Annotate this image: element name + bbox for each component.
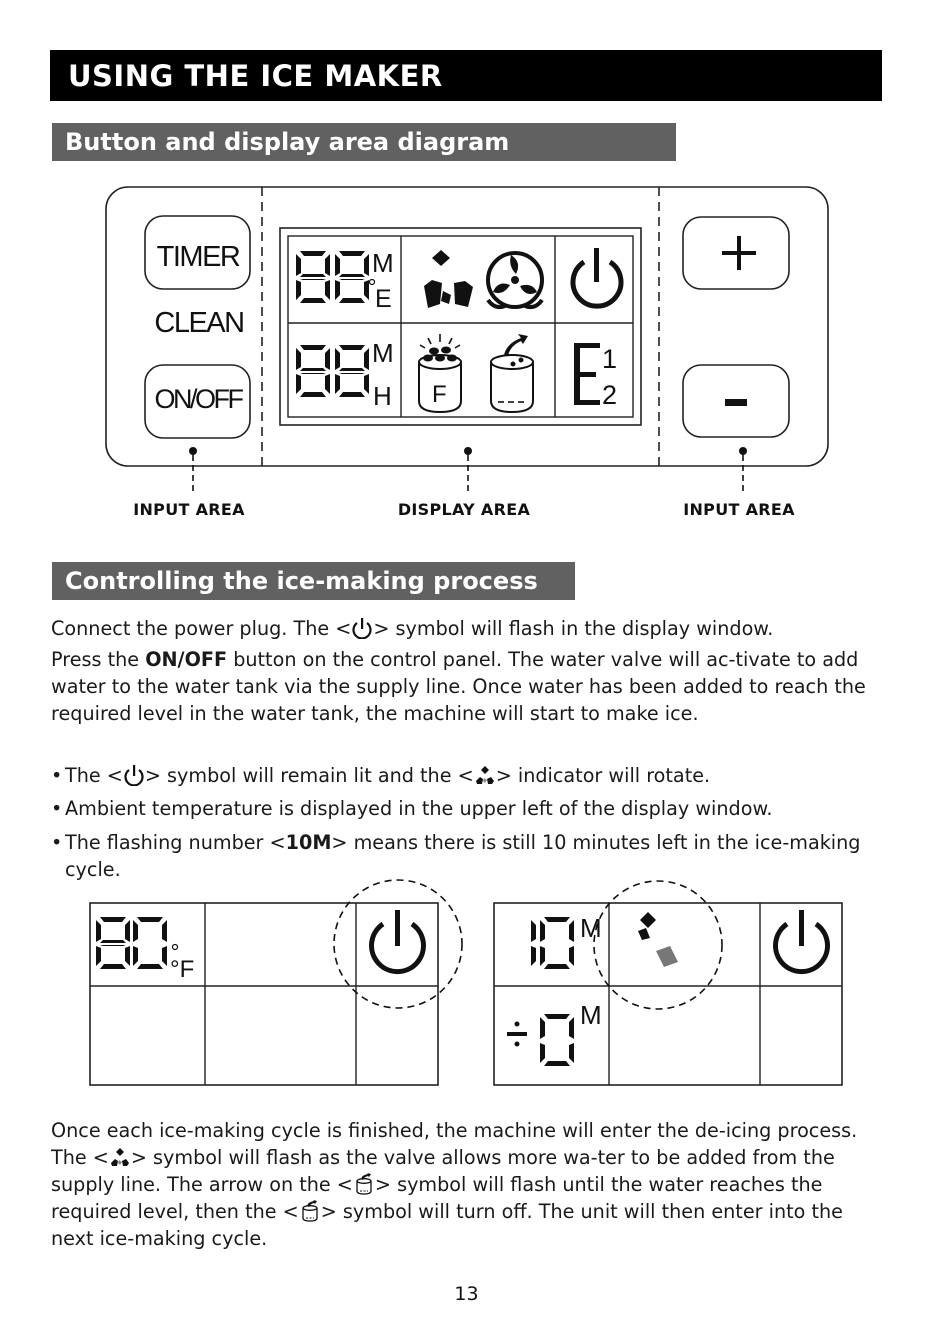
section-heading-controlling: Controlling the ice-making process [52,562,575,600]
paragraph-connect-power: Connect the power plug. The < > symbol will flash in the display window. [51,617,774,640]
ice-full-letter: F [432,381,447,408]
paragraph-press-onoff: Press the ON/OFF button on the control panel. The water valve will ac-tivate to add water to the water tank via the supply line. Once water has been added to reach the required level in the water tank, the machine will start to make ice. [51,648,866,725]
clean-label: CLEAN [154,307,244,339]
water-tank-icon [299,1200,321,1222]
timer-button-label: TIMER [156,241,240,273]
input-area-label-left: INPUT AREA [133,500,245,519]
paragraph-deicing: Once each ice-making cycle is finished, the machine will enter the de-icing process. The < > symbol will flash as the valve allows more wa-ter to be added from the supply line. The arrow on the < > symbol will flash until the water reaches the required level, then the < > symbol will turn off. The unit will then enter into the next ice-making cycle. [51,1119,858,1250]
example-right-unit-bottom: M [580,1000,602,1030]
lcd-unit-h-bottom: H [373,381,392,411]
lcd-unit-e-top: E [375,285,392,313]
error-code-2: 2 [602,380,618,410]
example-display-left [90,880,462,1085]
example-displays [0,870,933,1095]
water-tank-icon [353,1173,375,1195]
control-panel-diagram [0,0,933,540]
section-heading-diagram: Button and display area diagram [52,123,676,161]
ice-making-icon [474,764,496,786]
page-title: USING THE ICE MAKER [50,50,882,101]
example-display-right [494,881,842,1085]
minus-icon [725,399,747,406]
bullet-ambient-temp: • Ambient temperature is displayed in the upper left of the display window. [51,797,773,820]
ice-making-icon [109,1146,131,1168]
error-code-1: 1 [602,344,618,374]
power-icon [351,617,373,639]
page-number: 13 [454,1283,479,1305]
onoff-button-label: ON/OFF [154,384,242,414]
power-icon [123,764,145,786]
display-area-label: DISPLAY AREA [397,500,531,519]
lcd-unit-m-bottom: M [372,338,394,368]
example-right-unit-top: M [580,913,602,943]
example-left-unit: °F [170,956,195,983]
input-area-label-right: INPUT AREA [683,500,795,519]
bullet-flashing-number: • The flashing number <10M> means there is still 10 minutes left in the ice-making cycle. [51,831,861,881]
lcd-unit-m-top: M [372,248,394,278]
bullet-symbol-lit: • The < > symbol will remain lit and the < > indicator will rotate. [51,764,711,787]
